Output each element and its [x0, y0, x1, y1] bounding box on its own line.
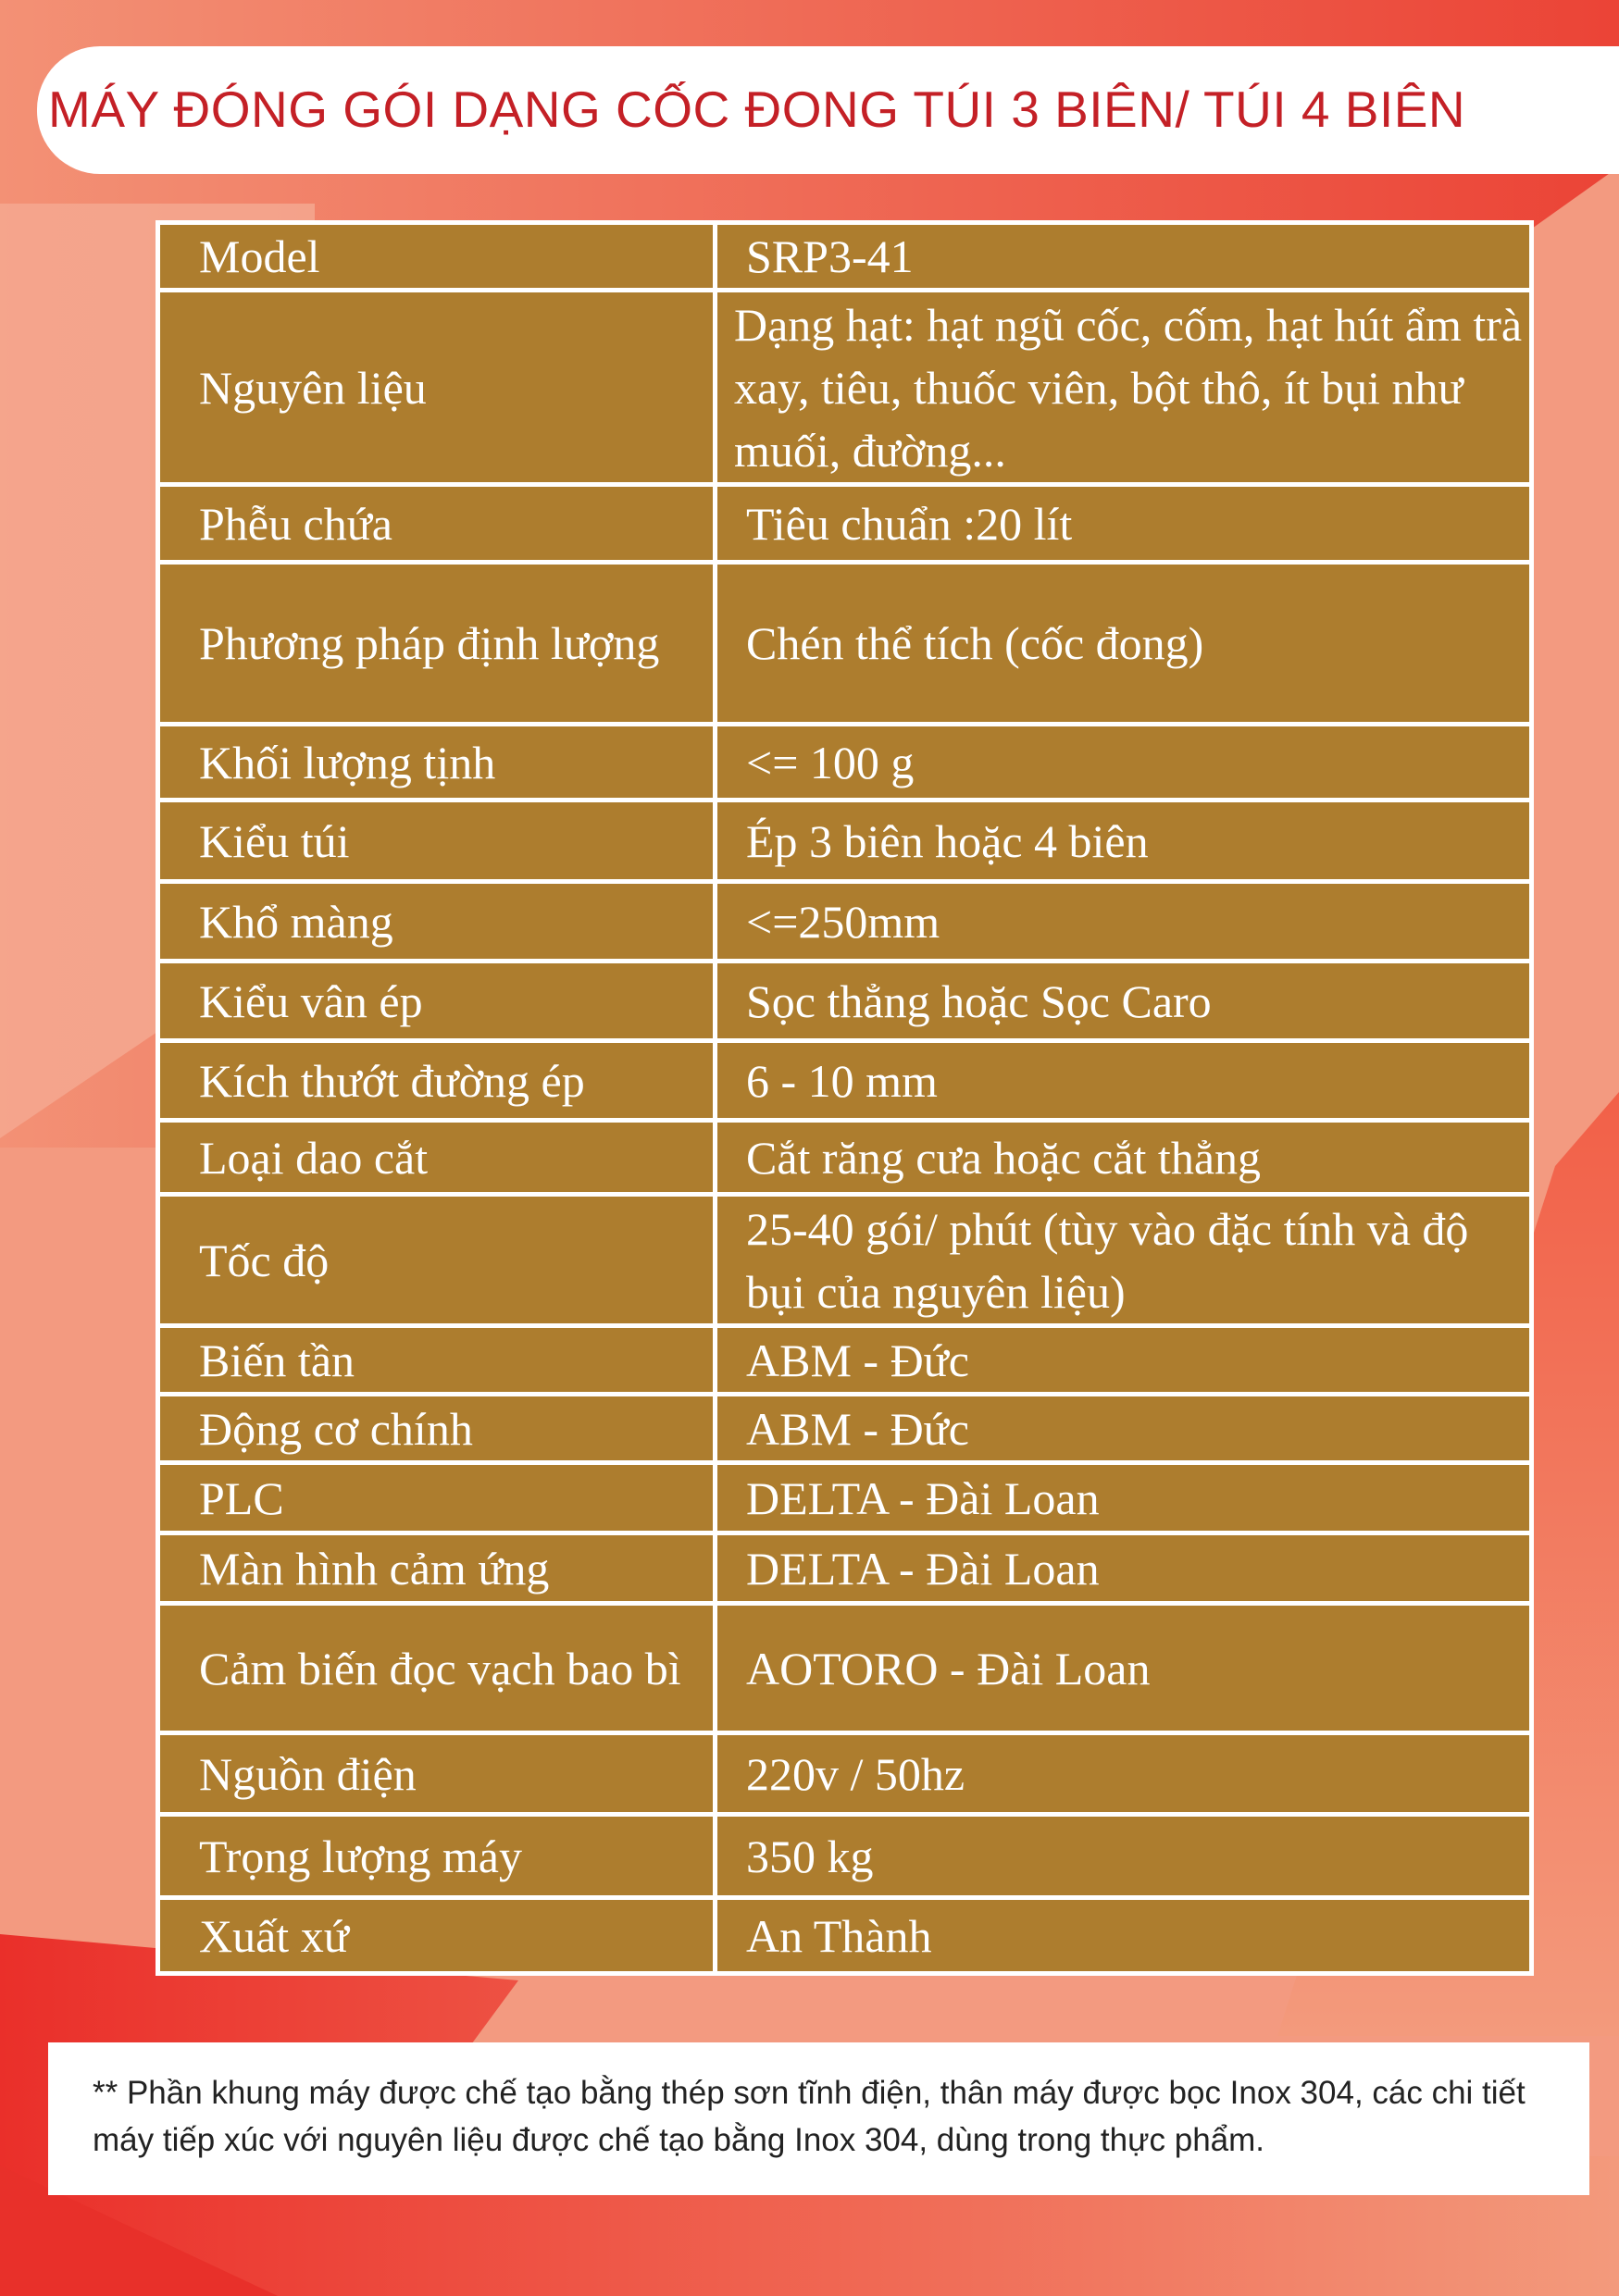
spec-value: <=250mm [716, 882, 1532, 962]
spec-label: Xuất xứ [158, 1898, 716, 1974]
spec-value: ABM - Đức [716, 1395, 1532, 1463]
table-row [158, 1041, 1532, 1121]
spec-value: 350 kg [716, 1815, 1532, 1898]
spec-label: Nguyên liệu [158, 291, 716, 485]
table-row [158, 291, 1532, 485]
spec-value: ABM - Đức [716, 1326, 1532, 1395]
spec-label: Động cơ chính [158, 1395, 716, 1463]
table-row [158, 882, 1532, 962]
spec-value: 6 - 10 mm [716, 1041, 1532, 1121]
spec-label: Trọng lượng máy [158, 1815, 716, 1898]
table-row [158, 1121, 1532, 1195]
spec-label: Tốc độ [158, 1195, 716, 1326]
spec-value: 220v / 50hz [716, 1733, 1532, 1815]
table-row [158, 1604, 1532, 1733]
spec-value: DELTA - Đài Loan [716, 1533, 1532, 1604]
table-row [158, 962, 1532, 1041]
spec-label: Kiểu vân ép [158, 962, 716, 1041]
spec-label: Phương pháp định lượng [158, 563, 716, 725]
spec-label: Nguồn điện [158, 1733, 716, 1815]
spec-label: Kích thướt đường ép [158, 1041, 716, 1121]
spec-value: Tiêu chuẩn :20 lít [716, 485, 1532, 563]
table-row [158, 1733, 1532, 1815]
spec-label: Màn hình cảm ứng [158, 1533, 716, 1604]
spec-value: Ép 3 biên hoặc 4 biên [716, 800, 1532, 882]
table-row [158, 223, 1532, 291]
spec-table [156, 220, 1534, 1976]
spec-label: Model [158, 223, 716, 291]
table-row [158, 1815, 1532, 1898]
spec-value: An Thành [716, 1898, 1532, 1974]
table-row [158, 563, 1532, 725]
page-title: MÁY ĐÓNG GÓI DẠNG CỐC ĐONG TÚI 3 BIÊN/ TÚI 4 BIÊN [48, 81, 1466, 138]
table-row [158, 1195, 1532, 1326]
spec-value: Chén thể tích (cốc đong) [716, 563, 1532, 725]
table-row [158, 800, 1532, 882]
table-row [158, 725, 1532, 800]
spec-value: DELTA - Đài Loan [716, 1463, 1532, 1533]
spec-value: AOTORO - Đài Loan [716, 1604, 1532, 1733]
spec-label: Cảm biến đọc vạch bao bì [158, 1604, 716, 1733]
spec-label: Khổ màng [158, 882, 716, 962]
footnote: ** Phần khung máy được chế tạo bằng thép sơn tĩnh điện, thân máy được bọc Inox 304, các chi tiết máy tiếp xúc với nguyên liệu được chế tạo bằng Inox 304, dùng trong thực phẩm. [93, 2075, 1526, 2158]
spec-value: <= 100 g [716, 725, 1532, 800]
table-row [158, 1395, 1532, 1463]
spec-value: Cắt răng cưa hoặc cắt thẳng [716, 1121, 1532, 1195]
spec-value: SRP3-41 [716, 223, 1532, 291]
spec-label: Kiểu túi [158, 800, 716, 882]
table-row [158, 485, 1532, 563]
table-row [158, 1326, 1532, 1395]
table-row [158, 1463, 1532, 1533]
spec-value: 25-40 gói/ phút (tùy vào đặc tính và độ bụi của nguyên liệu) [716, 1195, 1532, 1326]
spec-label: Loại dao cắt [158, 1121, 716, 1195]
table-row [158, 1898, 1532, 1974]
spec-value: Dạng hạt: hạt ngũ cốc, cốm, hạt hút ẩm trà xay, tiêu, thuốc viên, bột thô, ít bụi như muối, đường... [716, 291, 1532, 485]
spec-label: Phễu chứa [158, 485, 716, 563]
spec-label: Khối lượng tịnh [158, 725, 716, 800]
spec-value: Sọc thẳng hoặc Sọc Caro [716, 962, 1532, 1041]
spec-label: PLC [158, 1463, 716, 1533]
spec-label: Biến tần [158, 1326, 716, 1395]
table-row [158, 1533, 1532, 1604]
